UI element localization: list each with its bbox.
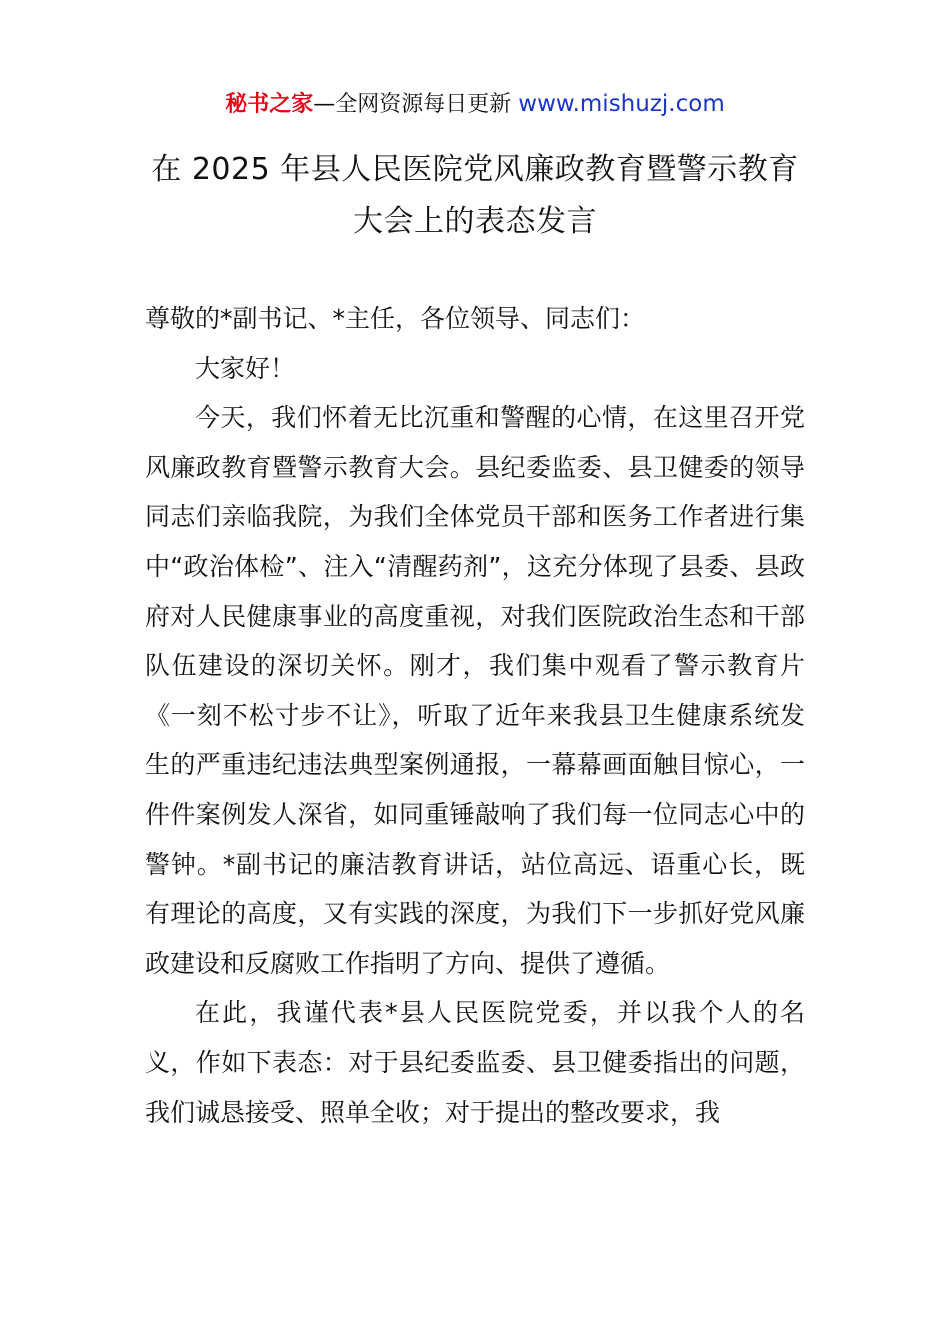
greeting: 大家好！	[195, 353, 296, 383]
document-body	[145, 294, 805, 1137]
paragraph-1: 今天，我们怀着无比沉重和警醒的心情，在这里召开党风廉政教育暨警示教育大会。县纪委监委、县卫健委的领导同志们亲临我院，为我们全体党员干部和医务工作者进行集中“政治体检”、注入“清醒药剂”，这充分体现了县委、县政府对人民健康事业的高度重视，对我们医院政治生态和干部队伍建设的深切关怀。刚才，我们集中观看了警示教育片《一刻不松寸步不让》，听取了近年来我县卫生健康系统发生的严重违纪违法典型案例通报，一幕幕画面触目惊心，一件件案例发人深省，如同重锤敲响了我们每一位同志心中的警钟。*副书记的廉洁教育讲话，站位高远、语重心长，既有理论的高度，又有实践的深度，为我们下一步抓好党风廉政建设和反腐败工作指明了方向、提供了遵循。	[145, 403, 805, 978]
site-header	[0, 88, 950, 121]
paragraph-2: 在此，我谨代表*县人民医院党委，并以我个人的名义，作如下表态：对于县纪委监委、县卫健委指出的问题，我们诚恳接受、照单全收；对于提出的整改要求，我	[145, 998, 805, 1127]
title-line-1: 在 2025 年县人民医院党风廉政教育暨警示教育	[151, 152, 799, 187]
salutation: 尊敬的*副书记、*主任，各位领导、同志们：	[145, 304, 646, 333]
site-slogan: —全网资源每日更新	[313, 92, 519, 117]
brand-name: 秘书之家	[225, 92, 314, 117]
document-title	[100, 144, 850, 248]
title-line-2: 大会上的表态发言	[353, 204, 597, 239]
site-url-link[interactable]: www.mishuzj.com	[518, 91, 725, 117]
